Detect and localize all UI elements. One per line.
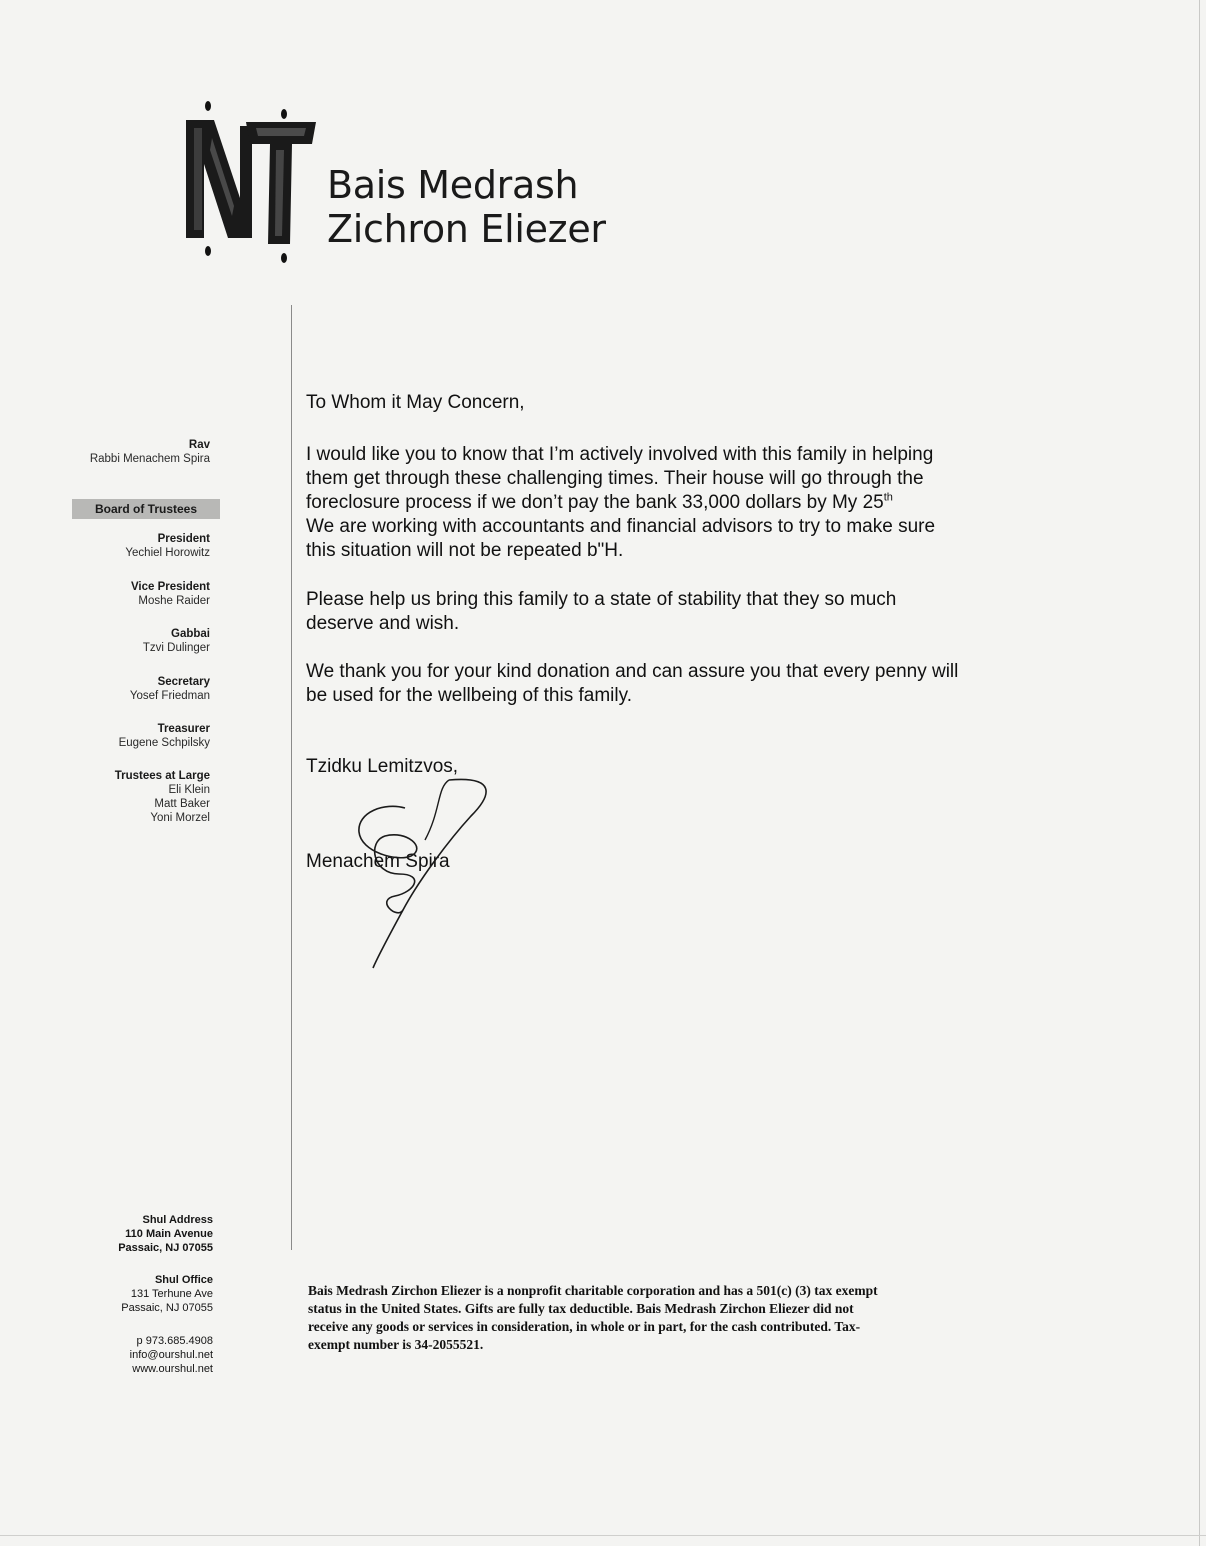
org-name-line1: Bais Medrash — [327, 163, 579, 207]
tax-note-line: Bais Medrash Zirchon Eliezer is a nonprofit charitable corporation and has a 501(c) (3) tax exempt — [308, 1283, 878, 1298]
trustees-at-large — [20, 769, 210, 825]
paragraph-1 — [306, 443, 1046, 563]
officer-vice-president — [20, 580, 210, 608]
handwritten-signature — [345, 770, 515, 975]
page-edge — [1199, 0, 1200, 1546]
officer-gabbai — [20, 627, 210, 655]
paragraph-2 — [306, 588, 1046, 636]
trustee-name: Matt Baker — [154, 798, 210, 810]
officer-treasurer — [20, 722, 210, 750]
tax-exempt-note — [308, 1282, 1038, 1354]
letter-line: deserve and wish. — [306, 613, 460, 634]
letter-line: this situation will not be repeated b"H. — [306, 540, 624, 561]
officer-name: Tzvi Dulinger — [142, 642, 210, 654]
letter-line: I would like you to know that I’m actively involved with this family in helping — [306, 444, 934, 465]
shul-office-title: Shul Office — [154, 1274, 213, 1286]
shul-office-line: 131 Terhune Ave — [130, 1288, 213, 1300]
officer-president — [20, 532, 210, 560]
letter-line: Please help us bring this family to a state of stability that they so much — [306, 589, 897, 610]
trustee-name: Eli Klein — [168, 784, 210, 796]
rav-block — [20, 438, 210, 466]
officer-name: Yechiel Horowitz — [125, 547, 210, 559]
officer-title: Vice President — [130, 581, 210, 593]
officer-secretary — [20, 675, 210, 703]
organization-logo — [180, 98, 320, 268]
letter-line-text: foreclosure process if we don’t pay the bank 33,000 dollars by My 25 — [306, 492, 884, 513]
contact-block — [20, 1334, 213, 1376]
officer-name: Moshe Raider — [138, 595, 210, 607]
paragraph-3 — [306, 660, 1046, 708]
trustee-name: Yoni Morzel — [150, 812, 210, 824]
rav-name: Rabbi Menachem Spira — [89, 453, 210, 465]
letter-line: be used for the wellbeing of this family. — [306, 685, 632, 706]
superscript: th — [883, 491, 893, 504]
officer-name: Yosef Friedman — [129, 690, 210, 702]
closing: Tzidku Lemitzvos, — [306, 756, 459, 777]
tax-note-line: status in the United States. Gifts are fully tax deductible. Bais Medrash Zirchon Eliezer did not — [308, 1301, 854, 1316]
officer-title: President — [157, 533, 210, 545]
letter-line: We are working with accountants and financial advisors to try to make sure — [306, 516, 936, 537]
rav-title: Rav — [188, 439, 210, 451]
shul-office-line: Passaic, NJ 07055 — [121, 1302, 213, 1314]
signer-name: Menachem Spira — [306, 851, 450, 872]
letter-line: them get through these challenging times. Their house will go through the — [306, 468, 924, 489]
vertical-divider — [291, 305, 292, 1250]
page-edge — [0, 1535, 1206, 1536]
shul-address-title: Shul Address — [142, 1214, 213, 1226]
shul-address-line: Passaic, NJ 07055 — [118, 1242, 213, 1254]
website: www.ourshul.net — [132, 1363, 213, 1375]
phone-number: p 973.685.4908 — [136, 1335, 213, 1347]
officer-title: Secretary — [157, 676, 210, 688]
shul-address-block — [20, 1213, 213, 1255]
org-name-line2: Zichron Eliezer — [327, 207, 606, 251]
shul-office-block — [20, 1273, 213, 1315]
shul-address-line: 110 Main Avenue — [125, 1228, 213, 1240]
officer-title: Treasurer — [157, 723, 210, 735]
trustees-title: Trustees at Large — [114, 770, 210, 782]
salutation: To Whom it May Concern, — [306, 392, 525, 413]
officer-name: Eugene Schpilsky — [118, 737, 210, 749]
tax-note-line: exempt number is 34-2055521. — [308, 1337, 484, 1352]
organization-name — [327, 163, 606, 251]
tax-note-line: receive any goods or services in consideration, in whole or in part, for the cash contributed. Tax- — [308, 1319, 861, 1334]
letter-line — [306, 491, 1046, 515]
letter-line: We thank you for your kind donation and can assure you that every penny will — [306, 661, 959, 682]
officer-title: Gabbai — [171, 628, 210, 640]
email-address: info@ourshul.net — [129, 1349, 213, 1361]
board-of-trustees-label: Board of Trustees — [72, 499, 220, 519]
